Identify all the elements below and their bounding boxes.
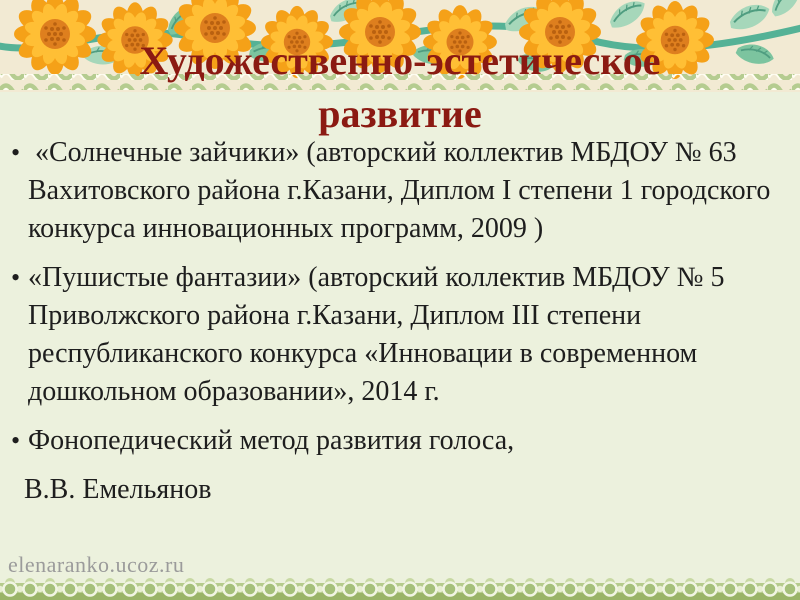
- bullet-item: [0, 422, 800, 460]
- lace-border-icon: [0, 578, 800, 600]
- bullet-text: «Солнечные зайчики» (авторский коллектив МБДОУ № 63 Вахитовского района г.Казани, Диплом I степени 1 городского конкурса инновационных программ, 2009 ): [28, 137, 778, 244]
- page-title-line2: развитие: [318, 91, 482, 136]
- page-title-line1: Художественно-эстетическое: [139, 38, 661, 83]
- bullet-text: «Пушистые фантазии» (авторский коллектив МБДОУ № 5 Приволжского района г.Казани, Диплом III степени республиканского конкурса «Инновации в современном дошкольном образовании», 2014 г.: [28, 262, 732, 407]
- watermark: elenaranko.ucoz.ru: [8, 552, 185, 577]
- bullet-list: [0, 134, 800, 460]
- bullet-item: [0, 259, 800, 411]
- page-title: [0, 34, 800, 140]
- bullet-marker: •: [11, 426, 21, 455]
- bullet-text: Фонопедический метод развития голоса,: [28, 425, 515, 456]
- bullet-marker: •: [11, 138, 21, 167]
- bullet-item: [0, 134, 800, 248]
- bullet-marker: •: [11, 263, 21, 292]
- author-line: В.В. Емельянов: [24, 474, 212, 505]
